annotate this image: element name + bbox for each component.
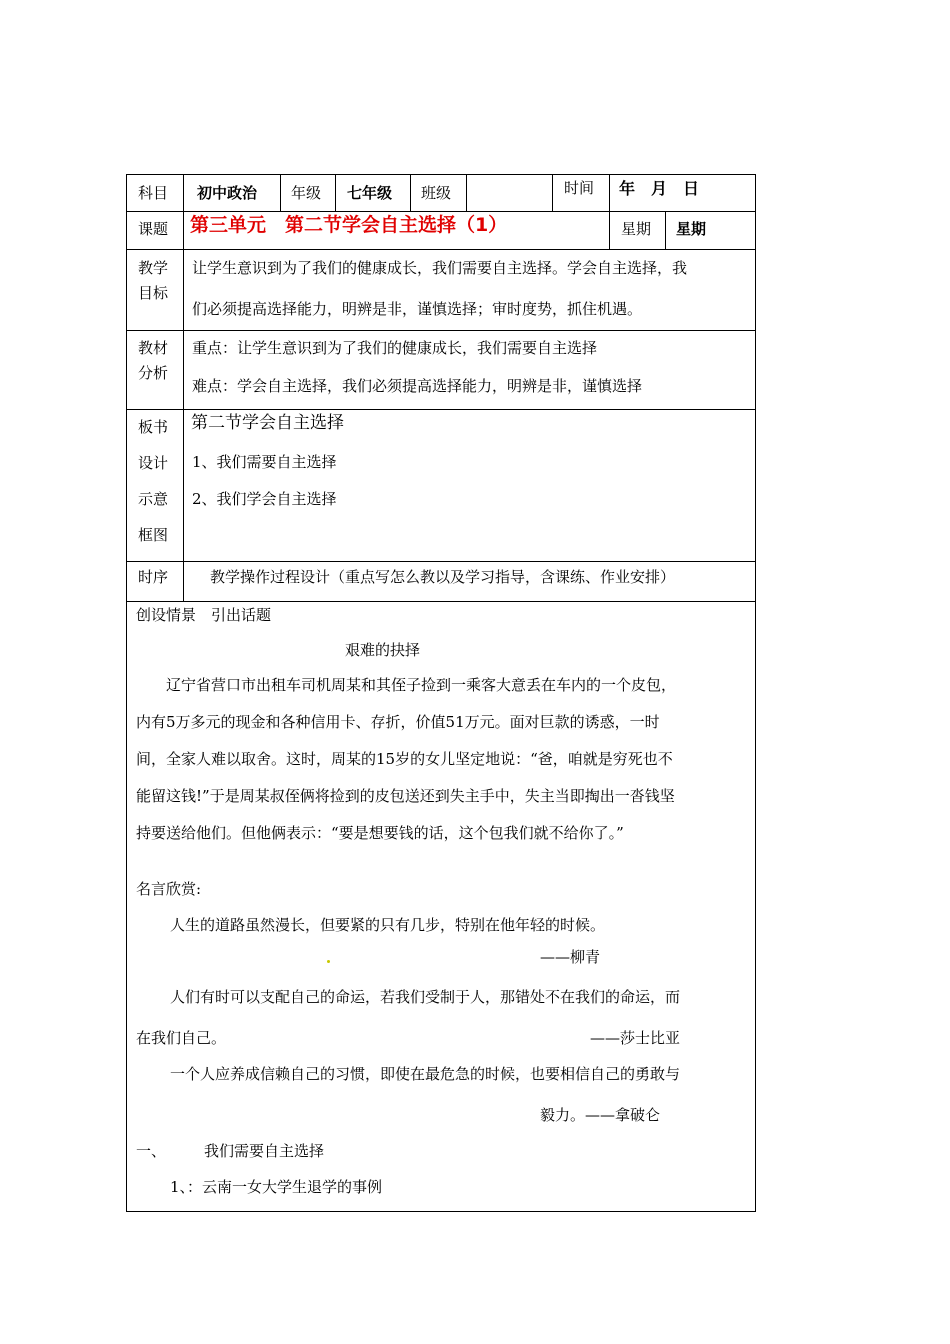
col-divider — [280, 174, 281, 211]
col-divider — [466, 174, 467, 211]
time-value: 年 月 日 — [619, 179, 700, 198]
row-divider — [126, 601, 756, 602]
story-line: 持要送给他们。但他俩表示：“要是想要钱的话，这个包我们就不给你了。” — [136, 824, 624, 842]
topic-value: 第三单元 第二节学会自主选择（1） — [190, 214, 508, 236]
goals-text: 们必须提高选择能力，明辨是非，谨慎选择；审时度势，抓住机遇。 — [192, 300, 643, 318]
section-number: 一、 — [136, 1142, 167, 1160]
stray-mark — [327, 960, 330, 963]
topic-label: 课题 — [138, 220, 169, 238]
time-label: 时间 — [564, 179, 595, 197]
analysis-label: 分析 — [138, 364, 169, 382]
analysis-label: 教材 — [138, 339, 169, 357]
story-title: 艰难的抉择 — [345, 641, 421, 659]
grade-label: 年级 — [291, 184, 322, 202]
sequence-label: 时序 — [138, 568, 169, 586]
col-divider — [552, 174, 553, 211]
board-title: 第二节学会自主选择 — [191, 413, 344, 433]
quote-text: 人们有时可以支配自己的命运，若我们受制于人，那错处不在我们的命运，而 — [170, 988, 681, 1006]
col-divider — [665, 211, 666, 249]
week-label: 星期 — [621, 220, 652, 238]
story-line: 能留这钱!”于是周某叔侄俩将捡到的皮包送还到失主手中，失主当即掏出一沓钱坚 — [136, 787, 675, 805]
goals-label: 教学 — [138, 259, 169, 277]
board-label: 板书 — [138, 418, 169, 436]
section-title: 我们需要自主选择 — [204, 1142, 325, 1160]
board-item: 1、我们需要自主选择 — [192, 453, 337, 471]
week-value: 星期 — [676, 220, 707, 238]
board-label: 框图 — [138, 526, 169, 544]
row-divider — [126, 249, 756, 250]
col-divider — [335, 174, 336, 211]
subject-value: 初中政治 — [197, 184, 258, 202]
goals-text: 让学生意识到为了我们的健康成长，我们需要自主选择。学会自主选择，我 — [192, 259, 688, 277]
col-divider — [609, 174, 610, 249]
grade-value: 七年级 — [347, 184, 393, 202]
col-divider — [410, 174, 411, 211]
quote-text: 毅力。——拿破仑 — [540, 1106, 661, 1124]
quotes-label: 名言欣赏: — [136, 880, 202, 898]
story-line: 内有5万多元的现金和各种信用卡、存折，价值51万元。面对巨款的诱惑，一时 — [136, 713, 660, 731]
col-divider — [183, 174, 184, 601]
intro-heading: 创设情景 引出话题 — [136, 606, 272, 624]
class-label: 班级 — [421, 184, 452, 202]
story-paragraph — [136, 667, 746, 852]
board-label: 示意 — [138, 490, 169, 508]
story-line: 间，全家人难以取舍。这时，周某的15岁的女儿坚定地说：“爸，咱就是穷死也不 — [136, 750, 673, 768]
board-label: 设计 — [138, 454, 169, 472]
subject-label: 科目 — [138, 184, 169, 202]
quote-text: 在我们自己。 — [136, 1029, 227, 1047]
quote-text: 一个人应养成信赖自己的习惯，即使在最危急的时候，也要相信自己的勇敢与 — [170, 1065, 681, 1083]
row-divider — [126, 211, 756, 212]
board-item: 2、我们学会自主选择 — [192, 490, 337, 508]
difficulty-point: 难点：学会自主选择，我们必须提高选择能力，明辨是非，谨慎选择 — [192, 377, 643, 395]
goals-label: 目标 — [138, 284, 169, 302]
process-design-label: 教学操作过程设计（重点写怎么教以及学习指导，含课练、作业安排） — [210, 568, 676, 586]
example-item: 1、：云南一女大学生退学的事例 — [170, 1178, 383, 1196]
row-divider — [126, 409, 756, 410]
key-point: 重点：让学生意识到为了我们的健康成长，我们需要自主选择 — [192, 339, 598, 357]
quote-author: ——莎士比亚 — [590, 1029, 681, 1047]
row-divider — [126, 561, 756, 562]
quote-text: 人生的道路虽然漫长，但要紧的只有几步，特别在他年轻的时候。 — [170, 916, 606, 934]
story-line: 辽宁省营口市出租车司机周某和其侄子捡到一乘客大意丢在车内的一个皮包， — [136, 676, 677, 694]
quote-author: ——柳青 — [540, 948, 601, 966]
row-divider — [126, 330, 756, 331]
